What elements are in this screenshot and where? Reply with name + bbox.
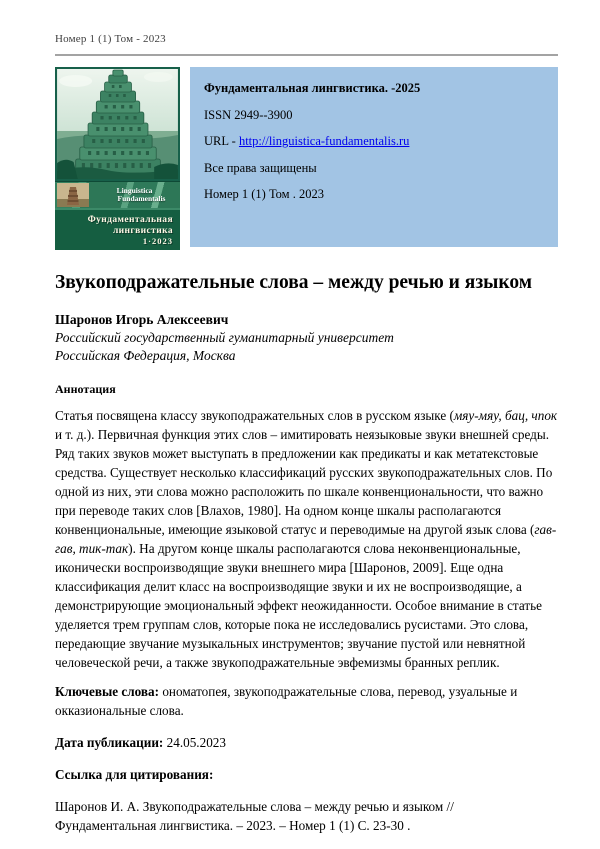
keywords [55, 682, 558, 720]
journal-issue: Номер 1 (1) Том . 2023 [204, 187, 324, 201]
cover-issue-number: 1·2023 [142, 236, 173, 246]
mini-tower-icon [57, 183, 89, 207]
abstract-heading: Аннотация [55, 382, 116, 396]
citation-text: Шаронов И. А. Звукоподражательные слова – между речью и языком // Фундаментальная лингвистика. – 2023. – Номер 1 (1) С. 23-30 . [55, 799, 454, 833]
journal-name-cyrillic: Фундаментальная лингвистика [87, 215, 173, 236]
abstract-text: Статья посвящена классу звукоподражательных слов в русском языке (мяу-мяу, бац, чпок и т. д.). Первичная функция этих слов – имитировать неязыковые звуки внешней среды. Ряд таких звуков может выступать в предложении как предикаты и как метатекстовые средства. Существует несколько классификаций русских звукоподражательных слов. По одной из них, эти слова можно расположить по шкале конвенциональности, что важно при переводе таких слов [Влахов, 1980]. На одном конце шкалы располагаются конвенциональные, имеющие языковой статус и переводимые на другой язык слова (гав-гав, тик-так). На другом конце шкалы располагаются слова неконвенциональные, иконически воспроизводящие звуки внешнего мира [Шаронов, 2009]. Еще одна классификация делит класс на воспроизводящие звуки и их не воспроизводящие, а демонстрирующие эмоциональный эффект неожиданности. Особое внимание в статье уделяется трем группам слов, которые пока не исследовались русистами. Это слова, передающие звучание музыкальных инструментов; звучание пустой или невнятной человеческой речи, а также звукоподражательные эвфемизмы бранных реплик. [55, 408, 558, 670]
journal-name-latin: Linguistica Fundamentalis [116, 185, 166, 203]
citation-heading: Ссылка для цитирования: [55, 767, 214, 782]
issue-header: Номер 1 (1) Том - 2023 [55, 33, 166, 45]
journal-title: Фундаментальная лингвистика. -2025 [204, 81, 421, 95]
keywords-list: ономатопея, звукоподражательные слова, перевод, узуальные и окказиональные слова. [55, 684, 518, 718]
author-affiliation: Российский государственный гуманитарный университет [55, 330, 394, 345]
journal-url-link[interactable]: http://linguistica-fundamentalis.ru [238, 134, 410, 148]
author-location: Российская Федерация, Москва [55, 348, 236, 363]
keywords-label: Ключевые слова: [55, 684, 160, 699]
cover-banner [55, 181, 180, 208]
journal-url-row [204, 133, 544, 150]
url-prefix: URL - [204, 134, 239, 148]
journal-info-box [190, 67, 558, 247]
article-title: Звукоподражательные слова – между речью и языком [55, 272, 533, 293]
journal-masthead-row [55, 67, 558, 250]
publication-date-value: 24.05.2023 [163, 735, 226, 750]
author-name: Шаронов Игорь Алексеевич [55, 312, 229, 327]
cover-title-band [55, 208, 180, 250]
journal-rights: Все права защищены [204, 160, 317, 175]
publication-date-label: Дата публикации: [55, 735, 164, 750]
journal-issn: ISSN 2949--3900 [204, 107, 293, 122]
author-block [55, 311, 558, 365]
publication-date [55, 733, 558, 752]
journal-cover [55, 67, 180, 250]
header-divider [55, 54, 558, 56]
tower-of-babel-illustration [55, 67, 180, 181]
